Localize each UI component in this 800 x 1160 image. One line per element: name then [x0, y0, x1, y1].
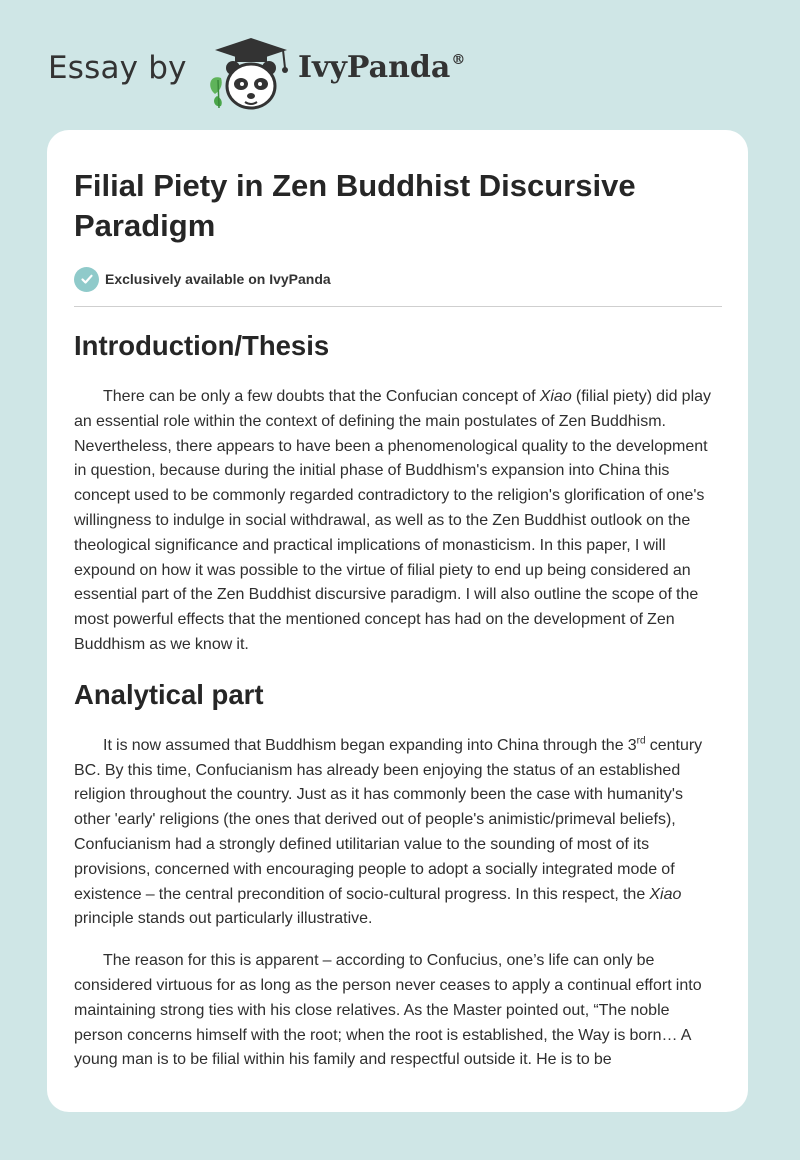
panda-graduate-logo-icon[interactable] [201, 34, 293, 114]
brand-name[interactable]: IvyPanda® [298, 50, 466, 85]
brand-header [48, 34, 508, 114]
section-heading-introduction: Introduction/Thesis [74, 330, 330, 361]
brand-prefix: Essay by [48, 50, 187, 86]
check-circle-icon [74, 267, 99, 292]
exclusive-badge [74, 266, 722, 292]
xiao-emphasis: Xiao [539, 388, 572, 405]
essay-title: Filial Piety in Zen Buddhist Discursive Paradigm [74, 168, 636, 243]
paragraph-analytical-1: It is now assumed that Buddhism began expanding into China through the 3rd century BC. By this time, Confucianism has already been enjoying the status of an established religion throughout the country. Just as it has commonly been the case with humanity's other 'early' religions (the ones that derived out of people's animistic/primeval beliefs), Confucianism had a strongly defined utilitarian value to the sounding of most of its provisions, concerned with encouraging people to adopt a socially integrated mode of existence – the central precondition of socio-cultural progress. In this respect, the Xiao principle stands out particularly illustrative. [74, 735, 703, 928]
paragraph-analytical-2: The reason for this is apparent – according to Confucius, one’s life can only be considered virtuous for as long as the person never ceases to apply a continual effort into maintaining strong ties with his close relatives. As the Master pointed out, “The noble person concerns himself with the root; when the root is established, the Way is born… A young man is to be filial within his family and respectful outside it. He is to be [74, 952, 702, 1069]
paragraph-introduction: There can be only a few doubts that the Confucian concept of Xiao (filial piety) did play an essential role within the context of defining the main postulates of Zen Buddhism. Nevertheless, there appears to have been a phenomenological quality to the development in question, because during the initial phase of Buddhism's expansion into China this concept used to be commonly regarded contradictory to the religion's glorification of one's willingness to indulge in social withdrawal, as well as to the Zen Buddhist outlook on the theological significance and practical implications of monasticism. In this paper, I will expound on how it was possible to the virtue of filial piety to end up being considered an essential part of the Zen Buddhist discursive paradigm. I will also outline the scope of the most powerful effects that the mentioned concept has had on the development of Zen Buddhism as we know it. [74, 388, 712, 653]
essay-content [74, 166, 722, 1073]
section-heading-analytical: Analytical part [74, 678, 264, 710]
registered-mark: ® [451, 52, 466, 68]
xiao-emphasis: Xiao [649, 885, 682, 903]
ordinal-superscript: rd [636, 735, 646, 747]
divider [74, 306, 722, 307]
badge-text: Exclusively available on IvyPanda [105, 271, 331, 287]
essay-card [47, 130, 748, 1112]
